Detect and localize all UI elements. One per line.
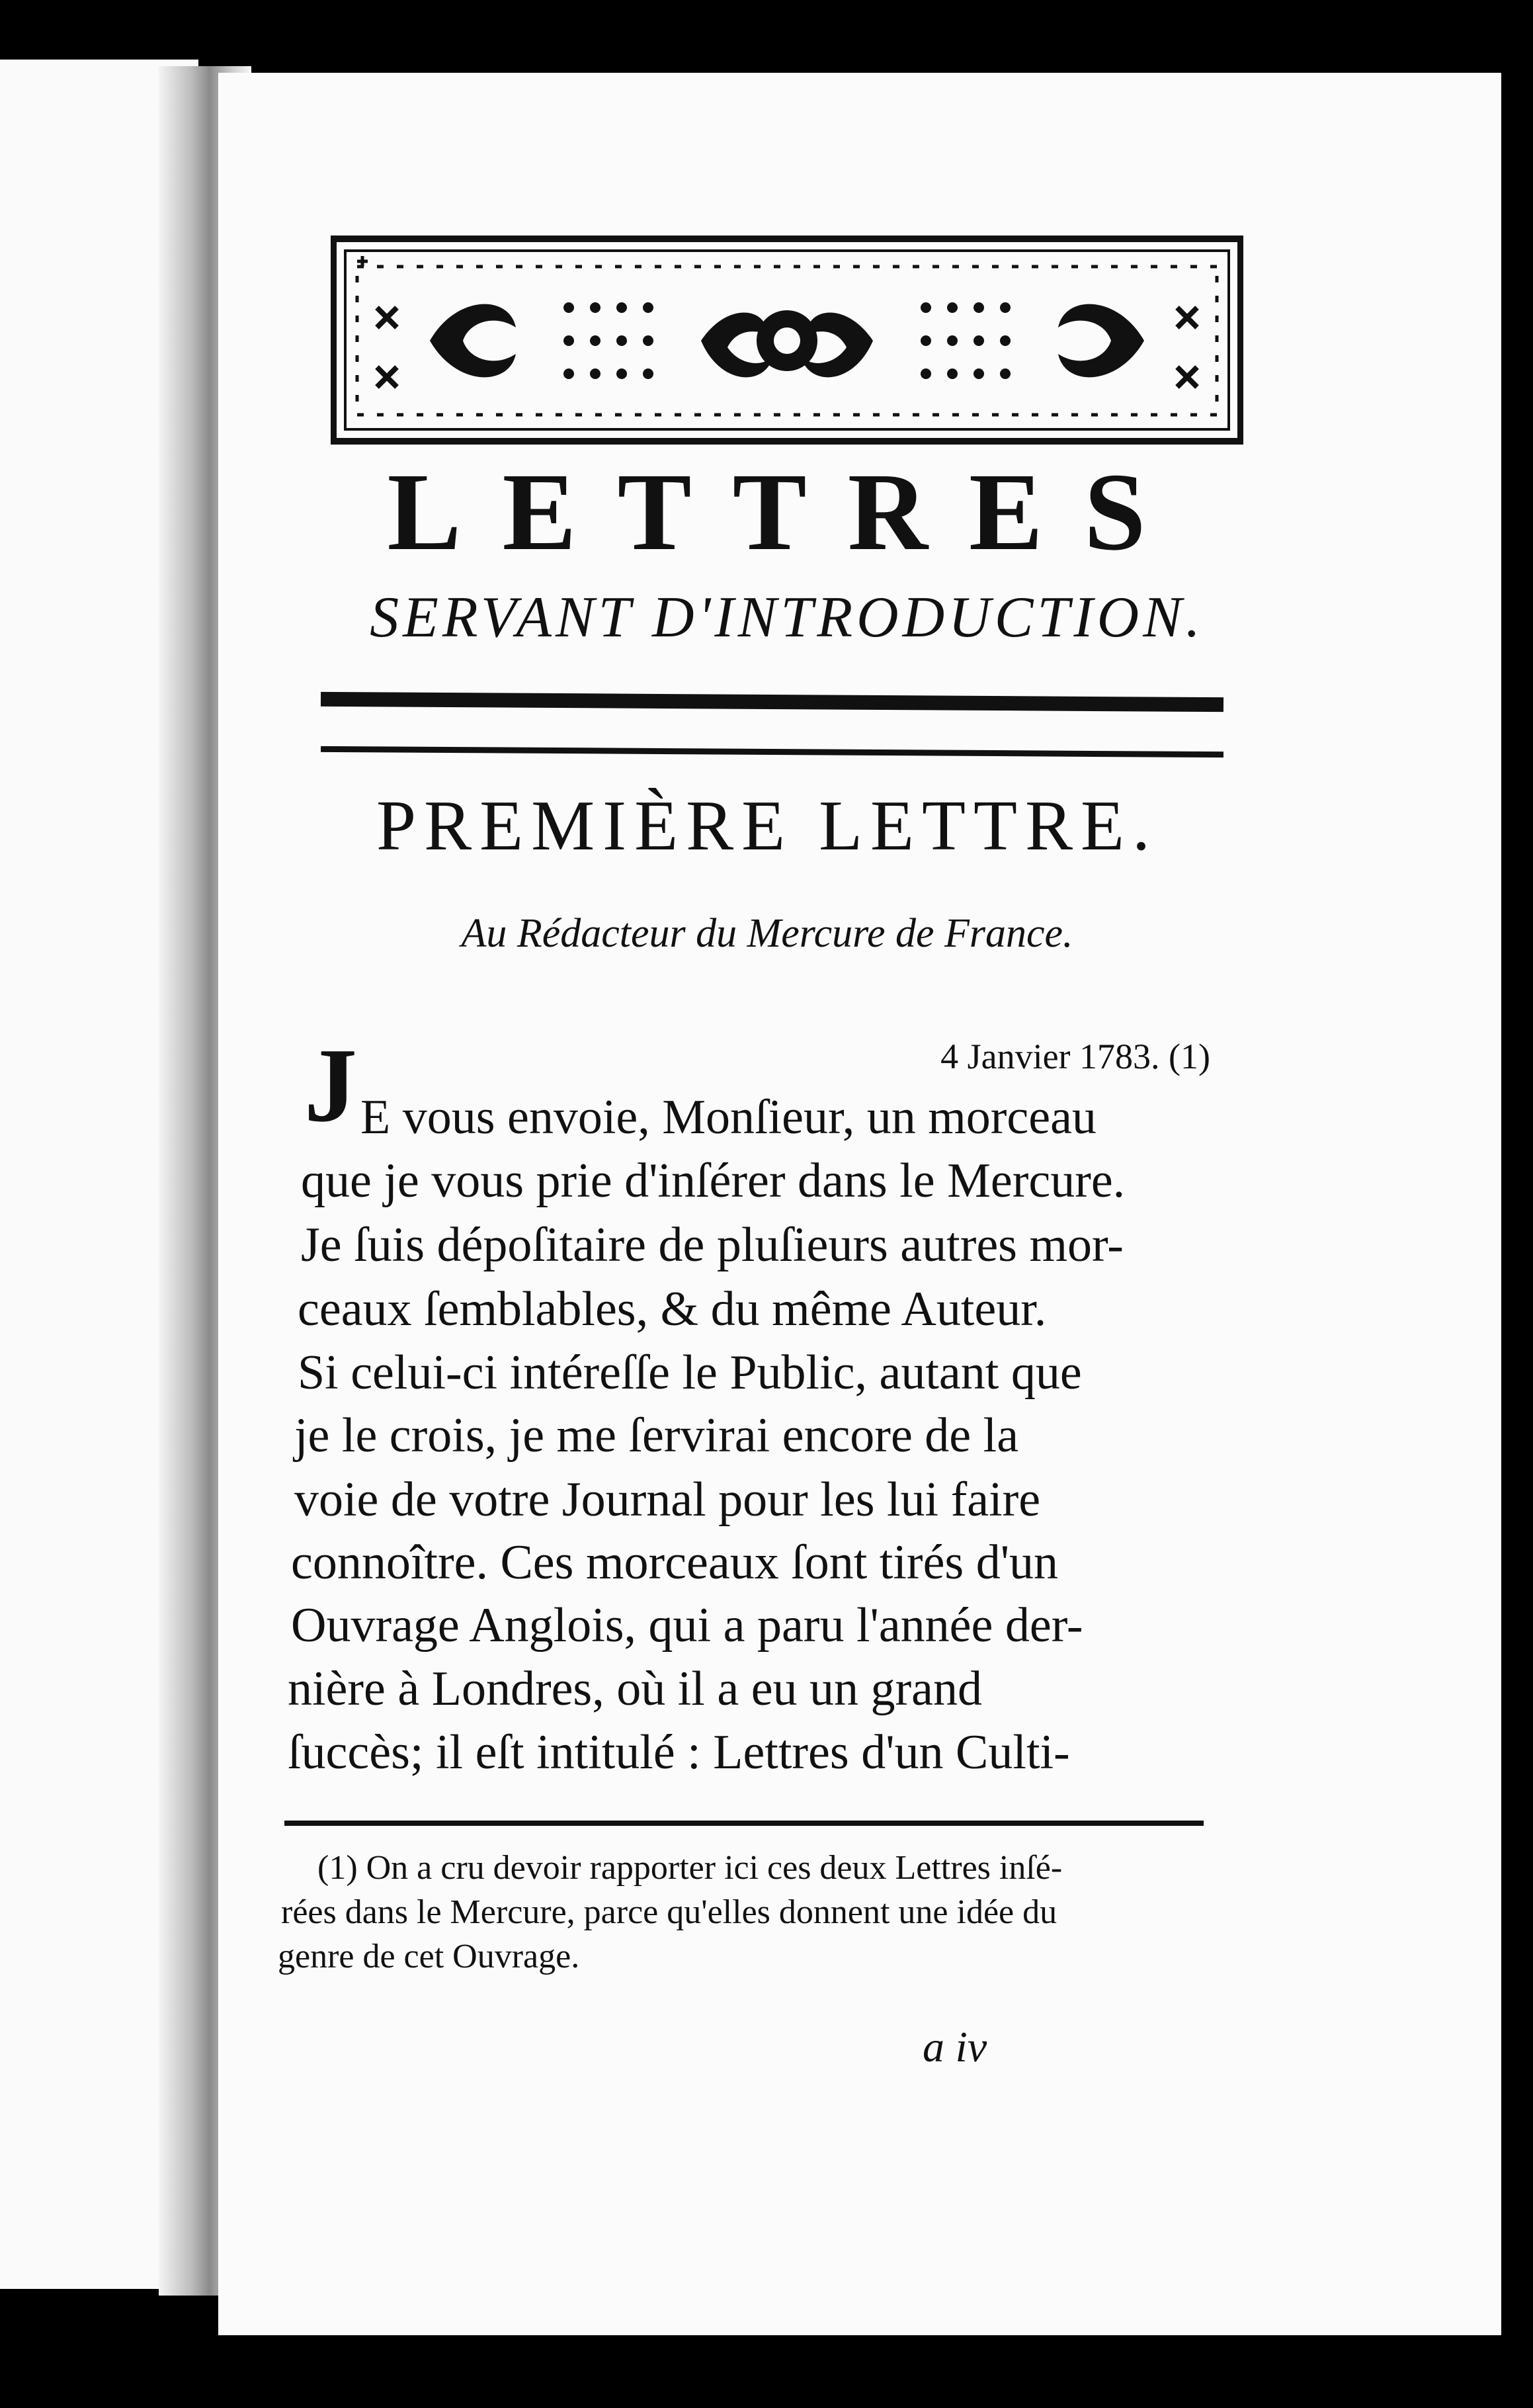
footnote-rule [284, 1821, 1204, 1826]
letter-heading: PREMIÈRE LETTRE. [376, 787, 1158, 865]
body-text-line: E vous envoie, Monſieur, un morceau [360, 1090, 1097, 1144]
body-text-line: que je vous prie d'inſérer dans le Mercure. [301, 1154, 1126, 1208]
letter-addressee: Au Rédacteur du Mercure de France. [461, 911, 1073, 956]
letter-date: 4 Janvier 1783. (1) [940, 1037, 1210, 1076]
body-text-line: je le crois, je me ſervirai encore de la [294, 1408, 1019, 1463]
book-subtitle: SERVANT D'INTRODUCTION. [370, 585, 1204, 650]
drop-capital: J [304, 1026, 357, 1144]
footnote-line: (1) On a cru devoir rapporter ici ces deux Lettres inſé- [317, 1849, 1063, 1887]
body-text-line: voie de votre Journal pour les lui faire [294, 1473, 1041, 1527]
signature-mark: a iv [923, 2023, 987, 2071]
body-text-line: Ouvrage Anglois, qui a paru l'année der- [291, 1598, 1083, 1653]
book-title: LETTRES [387, 451, 1187, 574]
body-text-line: ceaux ſemblables, & du même Auteur. [298, 1282, 1047, 1336]
body-text-line: Je ſuis dépoſitaire de pluſieurs autres mor- [301, 1218, 1124, 1272]
body-text-line: connoître. Ces morceaux ſont tirés d'un [291, 1535, 1059, 1590]
footnote-line: rées dans le Mercure, parce qu'elles donnent une idée du [281, 1893, 1057, 1931]
footnote-line: genre de cet Ouvrage. [278, 1938, 580, 1975]
ornamental-headpiece [331, 235, 1243, 447]
body-text-line: nière à Londres, où il a eu un grand [288, 1662, 983, 1716]
body-text-line: Si celui-ci intéreſſe le Public, autant que [298, 1346, 1082, 1400]
body-text-line: ſuccès; il eſt intitulé : Lettres d'un Culti- [288, 1725, 1070, 1780]
